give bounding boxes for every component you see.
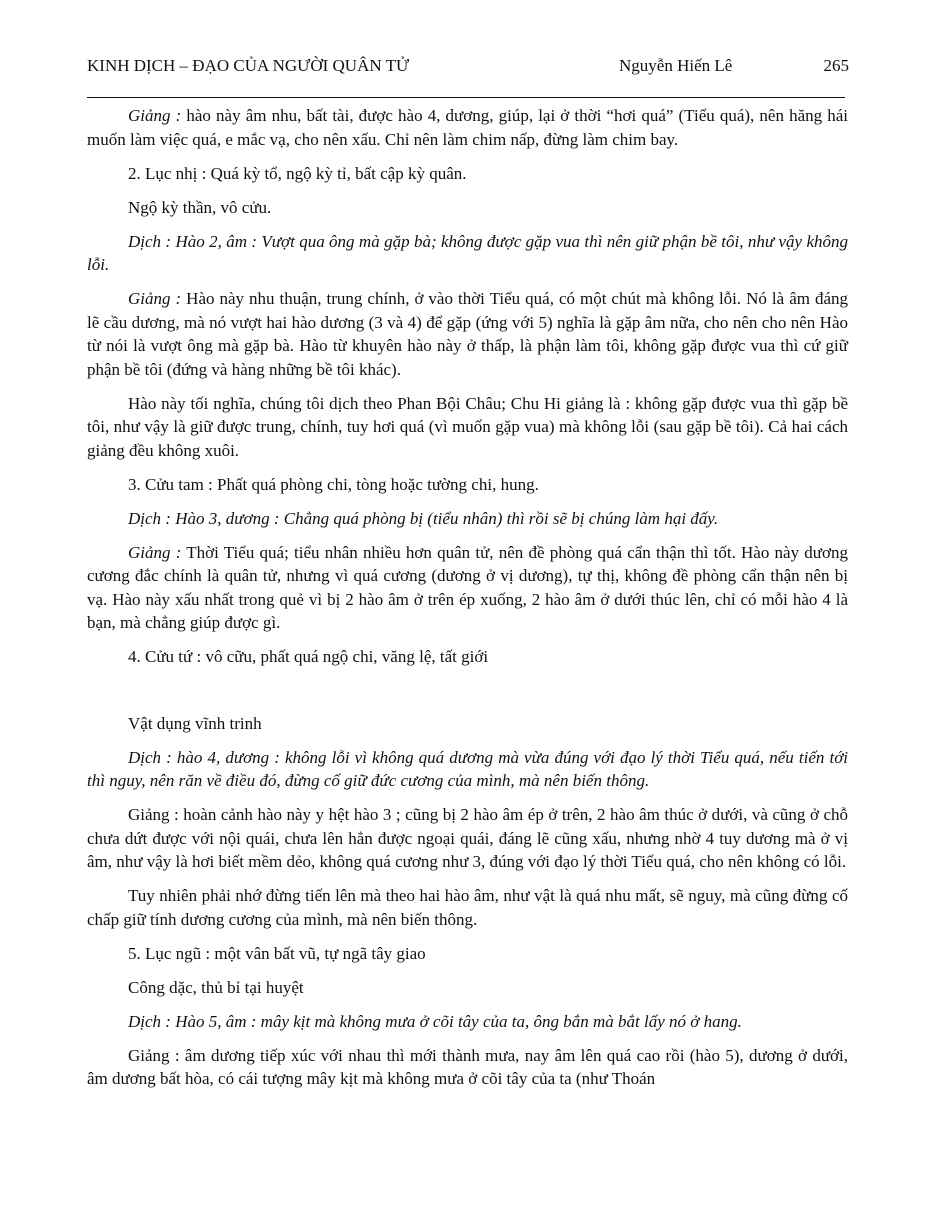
paragraph-text: Hào này nhu thuận, trung chính, ở vào thời Tiểu quá, có một chút mà không lỗi. Nó là âm đáng lẽ cầu dương, mà nó vượt hai hào dương (3 và 4) để gặp (ứng với 5) nghĩa là gặp âm nữa, cho nên cho nên Hào từ nói là vượt ông mà gặp bà. Hào từ khuyên hào này ở thấp, là phận làm tôi, không gặp được vua thì cứ giữ phận bề tôi (đứng và hàng những bề tôi khác). — [87, 289, 849, 379]
paragraph: Hào này tối nghĩa, chúng tôi dịch theo Phan Bội Châu; Chu Hi giảng là : không gặp được vua thì gặp bề tôi, như vậy là giữ được trung, chính, tuy hơi quá (vì muốn gặp vua) mà không lỗi (sau gặp bề tôi). Cả hai cách giảng đều không xuôi. — [87, 393, 848, 460]
paragraph-lead: Giảng : — [128, 289, 182, 308]
paragraph: 5. Lục ngũ : một vân bất vũ, tự ngã tây giao — [128, 943, 426, 963]
paragraph — [87, 541, 848, 635]
paragraph: Công dặc, thủ bỉ tại huyệt — [128, 977, 304, 997]
paragraph: 4. Cửu tứ : vô cữu, phất quá ngộ chi, văng lệ, tất giới — [128, 647, 489, 666]
paragraph: Tuy nhiên phải nhớ đừng tiến lên mà theo hai hào âm, như vật là quá nhu mất, sẽ nguy, mà cũng đừng cố chấp giữ tính dương cương của mình, mà nên biến thông. — [87, 886, 848, 929]
paragraph-text: Thời Tiểu quá; tiểu nhân nhiều hơn quân tử, nên đề phòng quá cẩn thận thì tốt. Hào này dương cương đắc chính là quân tử, nhưng vì quá cương (dương ở vị dương), tự thị, không đề phòng cẩn thận nên bị vạ. Hào này xấu nhất trong quẻ vì bị 2 hào âm ở trên ép xuống, 2 hào âm ở dưới thúc lên, chỉ có mỗi hào 4 là bạn, mà chẳng giúp được gì. — [87, 542, 848, 632]
paragraph — [87, 287, 848, 381]
paragraph: Ngộ kỳ thần, vô cửu. — [128, 197, 272, 217]
paragraph: 3. Cửu tam : Phất quá phòng chi, tòng hoặc tường chi, hung. — [128, 474, 539, 494]
paragraph-lead: Giảng : — [128, 542, 182, 562]
translation-paragraph: Dịch : Hào 3, dương : Chẳng quá phòng bị (tiểu nhân) thì rồi sẽ bị chúng làm hại đấy. — [128, 508, 719, 528]
paragraph-text: hào này âm nhu, bất tài, được hào 4, dương, giúp, lại ở thời “hơi quá” (Tiểu quá), nên hăng hái muốn làm việc quá, e mắc vạ, cho nên xấu. Chỉ nên làm chim nấp, đừng làm chim bay. — [87, 106, 848, 149]
page-header — [87, 56, 849, 84]
translation-paragraph: Dịch : hào 4, dương : không lỗi vì không quá dương mà vừa đúng với đạo lý thời Tiểu quá, nếu tiến tới thì nguy, nên răn về điều đó, đừng cố giữ đức cương của mình, mà nên biến thông. — [87, 747, 848, 790]
page-number: 265 — [823, 56, 849, 75]
page-body — [87, 104, 848, 1101]
paragraph: Giảng : âm dương tiếp xúc với nhau thì mới thành mưa, nay âm lên quá cao rồi (hào 5), dương ở dưới, âm dương bất hòa, có cái tượng mây kịt mà không mưa ở cõi tây của ta (như Thoán — [87, 1045, 848, 1088]
translation-paragraph: Dịch : Hào 2, âm : Vượt qua ông mà gặp bà; không được gặp vua thì nên giữ phận bề tôi, như vậy không lỗi. — [87, 231, 848, 274]
translation-paragraph: Dịch : Hào 5, âm : mây kịt mà không mưa ở cõi tây của ta, ông bắn mà bắt lấy nó ở hang. — [128, 1011, 742, 1031]
paragraph: Vật dụng vĩnh trinh — [128, 713, 262, 733]
header-divider — [87, 97, 845, 98]
paragraph: Giảng : hoàn cảnh hào này y hệt hào 3 ; cũng bị 2 hào âm ép ở trên, 2 hào âm thúc ở dưới, và cũng ở chỗ chưa dứt được với nội quái, chưa lên hẳn được ngoại quái, đáng lẽ cũng xấu, nhưng nhờ 4 tuy dương mà ở vị âm, như vậy là hơi biết mềm dẻo, không quá cương như 3, đúng với đạo lý thời Tiểu quá, cho nên không có lỗi. — [87, 805, 848, 871]
book-title: KINH DỊCH – ĐẠO CỦA NGƯỜI QUÂN TỬ — [87, 56, 410, 75]
paragraph — [87, 104, 848, 151]
author-name: Nguyễn Hiến Lê — [619, 56, 733, 75]
paragraph-lead: Giảng : — [128, 106, 182, 125]
paragraph: 2. Lục nhị : Quá kỳ tổ, ngộ kỳ tỉ, bất cập kỳ quân. — [128, 163, 467, 183]
